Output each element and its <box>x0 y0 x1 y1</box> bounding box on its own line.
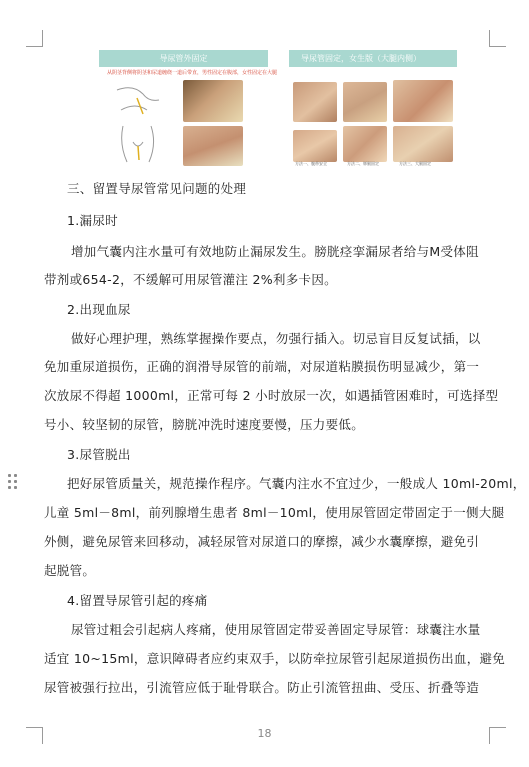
photo-method-2b <box>343 126 387 162</box>
anatomy-diagram-2 <box>113 124 163 164</box>
photo-method-2a <box>293 130 337 162</box>
item3-line-4: 起脱管。 <box>44 563 96 578</box>
item3-title: 3.尿管脱出 <box>67 447 131 462</box>
item2-title: 2.出现血尿 <box>67 302 131 317</box>
item2-line-2: 免加重尿道损伤，正确的润滑导尿管的前端，对尿道粘膜损伤明显减少，第一 <box>44 359 480 374</box>
figure-female-fixation <box>289 50 457 167</box>
photo-method-1c <box>393 80 453 122</box>
caption-method-2: 方法二、绑腿固定 <box>347 161 379 166</box>
item4-line-1: 尿管过粗会引起病人疼痛，使用尿管固定带妥善固定导尿管：球囊注水量 <box>71 622 481 637</box>
crop-mark-top-left <box>26 30 43 47</box>
drag-handle-icon[interactable] <box>8 474 18 492</box>
caption-method-1: 方法一、腹带安全 <box>295 161 327 166</box>
figure-title: 导尿管固定，女生版（大腿内侧） <box>289 50 457 67</box>
photo-method-3 <box>393 126 453 162</box>
anatomy-diagram <box>113 80 163 118</box>
item4-title: 4.留置导尿管引起的疼痛 <box>67 593 208 608</box>
item1-line-2: 带剂或654-2，不缓解可用尿管灌注 2%利多卡因。 <box>44 272 337 287</box>
item4-line-2: 适宜 10~15ml，意识障碍者应约束双手，以防牵拉尿管引起尿道损伤出血，避免 <box>44 651 506 666</box>
figure-subtitle: 从阴茎背侧将阴茎和尿道缠绕一道后带直，男性固定在腹部，女性固定在大腿 <box>107 70 278 76</box>
item3-line-2: 儿童 5ml－8ml，前列腺增生患者 8ml－10ml，使用尿管固定带固定于一侧大腿 <box>44 505 505 520</box>
figure-catheter-fixation <box>99 50 278 167</box>
photo-fixation-1 <box>183 80 243 122</box>
item1-title: 1.漏尿时 <box>67 213 118 228</box>
item2-line-4: 号小、较坚韧的尿管，膀胱冲洗时速度要慢，压力要低。 <box>44 417 365 432</box>
item3-line-1: 把好尿管质量关，规范操作程序。气囊内注水不宜过少，一般成人 10ml-20ml， <box>67 476 526 491</box>
section-heading: 三、留置导尿管常见问题的处理 <box>67 181 247 196</box>
item3-line-3: 外侧，避免尿管来回移动，减轻尿管对尿道口的摩擦，减少水囊摩擦，避免引 <box>44 534 480 549</box>
figure-title: 导尿管外固定 <box>99 50 268 67</box>
item2-line-1: 做好心理护理，熟练掌握操作要点，勿强行插入。切忌盲目反复试插，以 <box>71 331 481 346</box>
caption-method-3: 方法三、大腿固定 <box>399 161 431 166</box>
item2-line-3: 次放尿不得超 1000ml，正常可每 2 小时放尿一次，如遇插管困难时，可选择型 <box>44 388 499 403</box>
page-number: 18 <box>257 727 272 740</box>
item4-line-3: 尿管被强行拉出，引流管应低于耻骨联合。防止引流管扭曲、受压、折叠等造 <box>44 680 480 695</box>
crop-mark-top-right <box>489 30 506 47</box>
photo-fixation-2 <box>183 126 243 166</box>
photo-method-1b <box>343 82 387 122</box>
photo-method-1a <box>293 82 337 122</box>
item1-line-1: 增加气囊内注水量可有效地防止漏尿发生。膀胱痉挛漏尿者给与M受体阻 <box>71 244 479 259</box>
